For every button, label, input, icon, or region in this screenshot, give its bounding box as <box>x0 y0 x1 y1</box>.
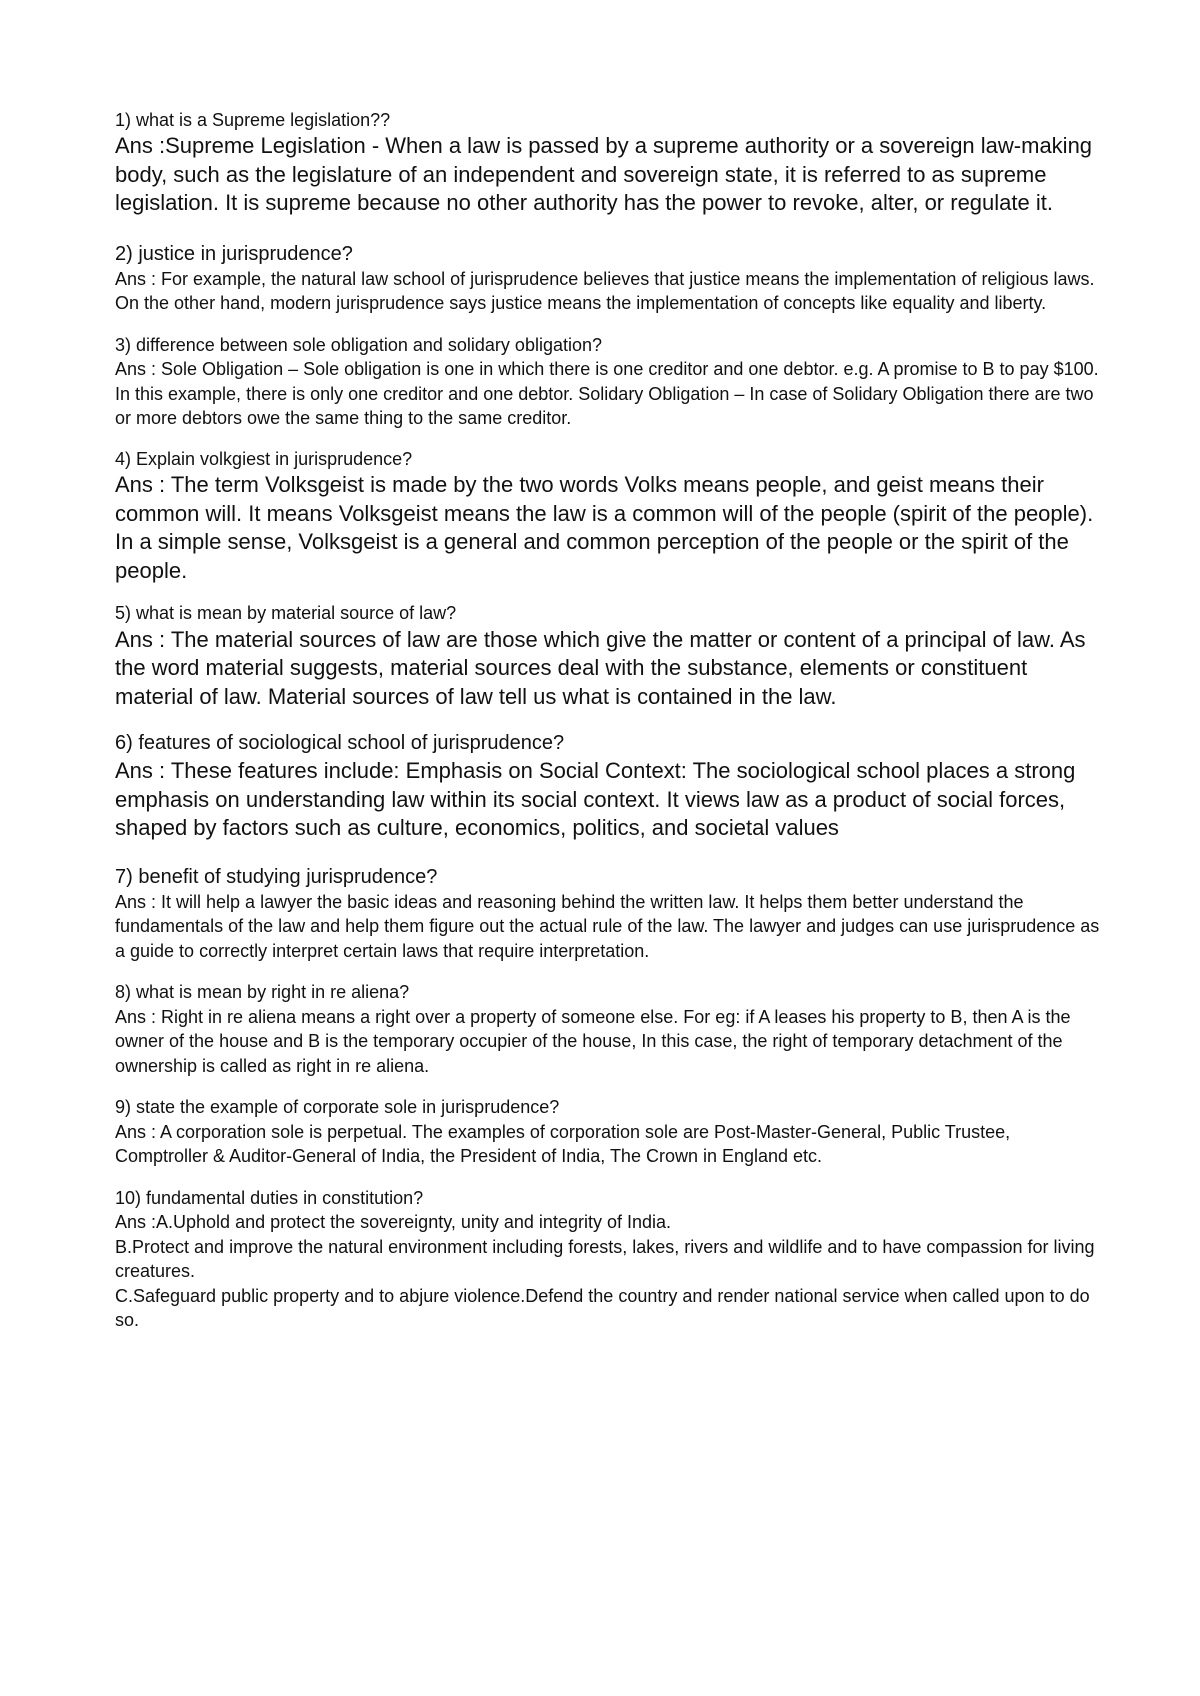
answer-4: Ans : The term Volksgeist is made by the two words Volks means people, and geist means their common will. It means Volksgeist means the law is a common will of the people (spirit of the people). In a simple sense, Volksgeist is a general and common perception of the people or the spirit of the people. <box>115 472 1094 583</box>
answer-5: Ans : The material sources of law are those which give the matter or content of a principal of law. As the word material suggests, material sources deal with the substance, elements or constituent material of law. Material sources of law tell us what is contained in the law. <box>115 626 1086 709</box>
answer-3: Ans : Sole Obligation – Sole obligation is one in which there is one creditor and one debtor. e.g. A promise to B to pay $100. In this example, there is only one creditor and one debtor. Solidary Obligation – In case of Solidary Obligation there are two or more debtors owe the same thing to the same creditor. <box>115 359 1099 428</box>
answer-10-line-b: B.Protect and improve the natural environment including forests, lakes, rivers and wildlife and to have compassion for living creatures. <box>115 1236 1095 1281</box>
question-2: 2) justice in jurisprudence? <box>115 242 353 265</box>
document-page <box>115 108 1105 1333</box>
qa-item-3 <box>115 333 1105 431</box>
qa-item-1 <box>115 108 1105 218</box>
answer-1: Ans :Supreme Legislation - When a law is passed by a supreme authority or a sovereign law-making body, such as the legislature of an independent and sovereign state, it is referred to as supreme legislation. It is supreme because no other authority has the power to revoke, alter, or regulate it. <box>115 133 1093 215</box>
qa-item-6 <box>115 730 1105 843</box>
qa-item-10 <box>115 1186 1105 1333</box>
question-8: 8) what is mean by right in re aliena? <box>115 982 410 1002</box>
question-7: 7) benefit of studying jurisprudence? <box>115 865 438 888</box>
answer-10-line-c: C.Safeguard public property and to abjure violence.Defend the country and render national service when called upon to do so. <box>115 1285 1090 1330</box>
question-9: 9) state the example of corporate sole in jurisprudence? <box>115 1097 560 1117</box>
question-10: 10) fundamental duties in constitution? <box>115 1187 424 1208</box>
question-6: 6) features of sociological school of jurisprudence? <box>115 732 565 754</box>
answer-2: Ans : For example, the natural law school of jurisprudence believes that justice means the implementation of religious laws. On the other hand, modern jurisprudence says justice means the implementation of concepts like equality and liberty. <box>115 268 1095 313</box>
qa-item-7 <box>115 864 1105 964</box>
question-5: 5) what is mean by material source of law? <box>115 603 457 623</box>
answer-10-line-a: Ans :A.Uphold and protect the sovereignty, unity and integrity of India. <box>115 1212 671 1232</box>
qa-item-8 <box>115 980 1105 1078</box>
question-4: 4) Explain volkgiest in jurisprudence? <box>115 448 413 469</box>
qa-item-4 <box>115 447 1105 586</box>
qa-item-9 <box>115 1095 1105 1169</box>
answer-9: Ans : A corporation sole is perpetual. The examples of corporation sole are Post-Master-General, Public Trustee, Comptroller & Auditor-General of India, the President of India, The Crown in England etc. <box>115 1121 1011 1166</box>
qa-item-5 <box>115 601 1105 711</box>
question-3: 3) difference between sole obligation and solidary obligation? <box>115 334 603 355</box>
answer-7: Ans : It will help a lawyer the basic ideas and reasoning behind the written law. It helps them better understand the fundamentals of the law and help them figure out the actual rule of the law. The lawyer and judges can use jurisprudence as a guide to correctly interpret certain laws that require interpretation. <box>115 891 1100 961</box>
qa-item-2 <box>115 241 1105 316</box>
answer-8: Ans : Right in re aliena means a right over a property of someone else. For eg: if A leases his property to B, then A is the owner of the house and B is the temporary occupier of the house, In this case, the right of temporary detachment of the ownership is called as right in re aliena. <box>115 1006 1071 1076</box>
answer-6: Ans : These features include: Emphasis on Social Context: The sociological school places a strong emphasis on understanding law within its social context. It views law as a product of social forces, shaped by factors such as culture, economics, politics, and societal values <box>115 758 1076 840</box>
question-1: 1) what is a Supreme legislation?? <box>115 110 391 130</box>
